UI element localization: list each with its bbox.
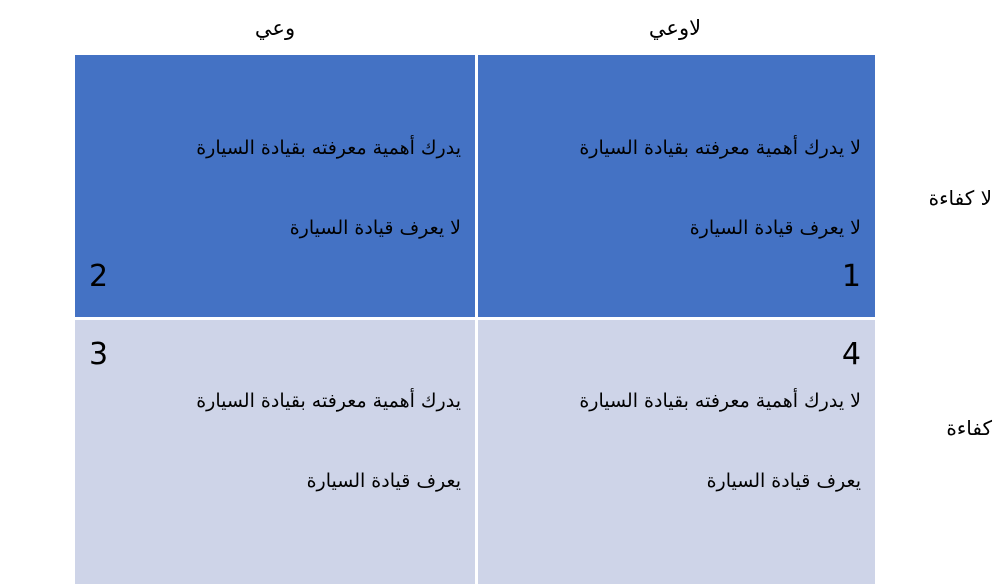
quadrant-4-line-a: لا يدرك أهمية معرفته بقيادة السيارة <box>579 390 861 412</box>
row-label-competent: كفاءة <box>946 416 992 440</box>
quadrant-4 <box>475 317 875 584</box>
matrix-grid <box>75 55 875 584</box>
quadrant-2-line-b: لا يعرف قيادة السيارة <box>289 217 461 239</box>
quadrant-3-line-a: يدرك أهمية معرفته بقيادة السيارة <box>196 390 461 412</box>
quadrant-3-number: 3 <box>89 337 109 372</box>
quadrant-1-line-b: لا يعرف قيادة السيارة <box>689 217 861 239</box>
quadrant-1-line-a: لا يدرك أهمية معرفته بقيادة السيارة <box>579 137 861 159</box>
quadrant-3 <box>75 317 475 584</box>
quadrant-2 <box>75 55 475 317</box>
column-header-unaware: لاوعي <box>648 16 702 40</box>
quadrant-3-line-b: يعرف قيادة السيارة <box>306 470 461 492</box>
quadrant-1-number: 1 <box>841 259 861 294</box>
quadrant-2-line-a: يدرك أهمية معرفته بقيادة السيارة <box>196 137 461 159</box>
row-label-incompetent: لا كفاءة <box>928 186 992 210</box>
column-header-aware: وعي <box>254 16 296 40</box>
quadrant-4-number: 4 <box>841 337 861 372</box>
quadrant-1 <box>475 55 875 317</box>
quadrant-4-line-b: يعرف قيادة السيارة <box>706 470 861 492</box>
quadrant-2-number: 2 <box>89 259 109 294</box>
